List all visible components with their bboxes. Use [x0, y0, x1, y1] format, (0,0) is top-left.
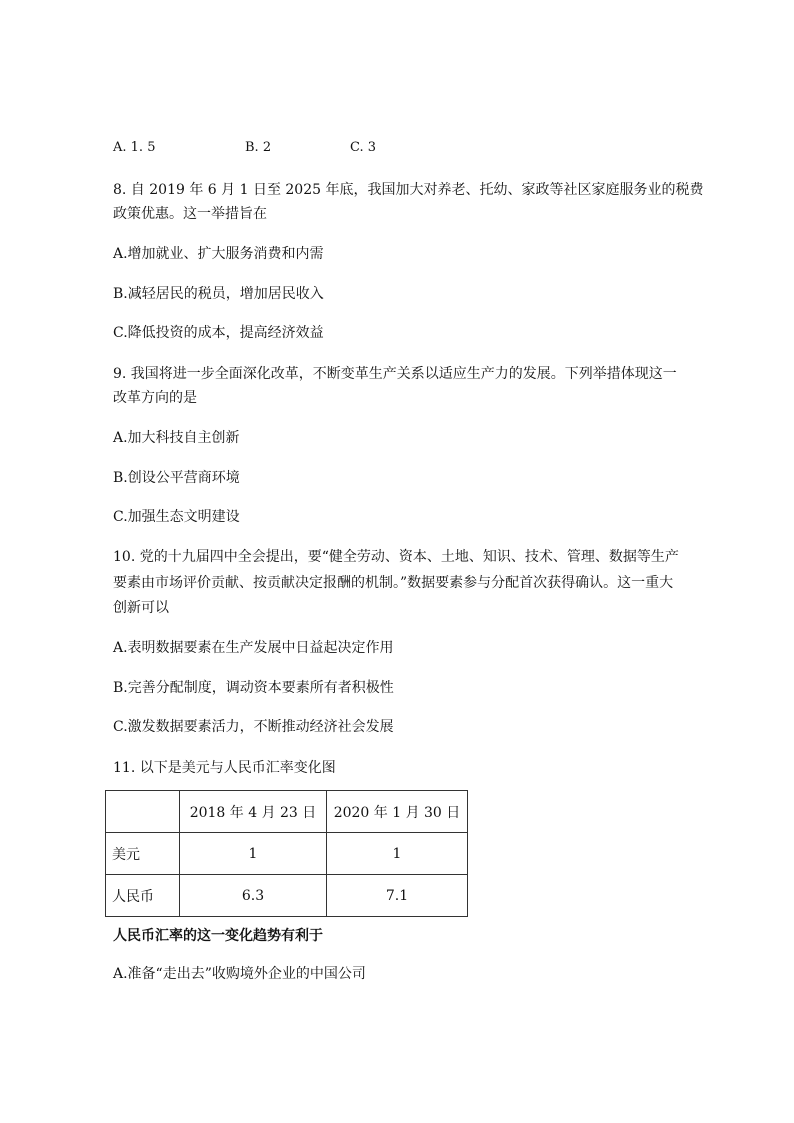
table-header-cell	[106, 791, 180, 833]
table-cell: 6.3	[180, 875, 327, 917]
exchange-rate-table	[105, 790, 468, 917]
table-cell: 7.1	[327, 875, 468, 917]
q8-option-a: A.增加就业、扩大服务消费和内需	[113, 246, 324, 262]
q8-stem-line-2: 政策优惠。这一举措旨在	[113, 206, 267, 222]
table-header-cell: 2018 年 4 月 23 日	[180, 791, 327, 833]
q8-stem-line-1: 8. 自 2019 年 6 月 1 日至 2025 年底，我国加大对养老、托幼、家政等社区家庭服务业的税费	[113, 182, 704, 198]
q7-options	[113, 140, 513, 160]
table-row	[106, 875, 468, 917]
q9-option-c: C.加强生态文明建设	[113, 509, 240, 525]
q8-option-c: C.降低投资的成本，提高经济效益	[113, 325, 324, 341]
q9-stem-line-2: 改革方向的是	[113, 390, 197, 406]
q10-stem-line-1: 10. 党的十九届四中全会提出，要“健全劳动、资本、土地、知识、技术、管理、数据等生产	[113, 549, 679, 565]
q7-option-c: C. 3	[350, 140, 377, 155]
table-cell: 1	[327, 833, 468, 875]
table-cell: 1	[180, 833, 327, 875]
q11-stem: 11. 以下是美元与人民币汇率变化图	[113, 760, 336, 776]
q10-option-c: C.激发数据要素活力，不断推动经济社会发展	[113, 719, 394, 735]
q10-option-b: B.完善分配制度，调动资本要素所有者积极性	[113, 680, 394, 696]
q9-stem-line-1: 9. 我国将进一步全面深化改革，不断变革生产关系以适应生产力的发展。下列举措体现这一	[113, 366, 677, 382]
table-header-cell: 2020 年 1 月 30 日	[327, 791, 468, 833]
q9-option-a: A.加大科技自主创新	[113, 430, 240, 446]
q7-option-b: B. 2	[245, 140, 272, 155]
q11-option-a: A.准备“走出去”收购境外企业的中国公司	[113, 966, 366, 982]
q9-option-b: B.创设公平营商环境	[113, 470, 240, 486]
q8-option-b: B.减轻居民的税员，增加居民收入	[113, 286, 324, 302]
q7-option-a: A. 1. 5	[113, 140, 156, 155]
q11-question: 人民币汇率的这一变化趋势有利于	[113, 928, 323, 944]
table-header-row	[106, 791, 468, 833]
q10-stem-line-3: 创新可以	[113, 600, 169, 616]
table-cell: 美元	[106, 833, 180, 875]
q10-option-a: A.表明数据要素在生产发展中日益起决定作用	[113, 640, 394, 656]
table-row	[106, 833, 468, 875]
table-cell: 人民币	[106, 875, 180, 917]
q10-stem-line-2: 要素由市场评价贡献、按贡献决定报酬的机制。”数据要素参与分配首次获得确认。这一重大	[113, 575, 674, 591]
